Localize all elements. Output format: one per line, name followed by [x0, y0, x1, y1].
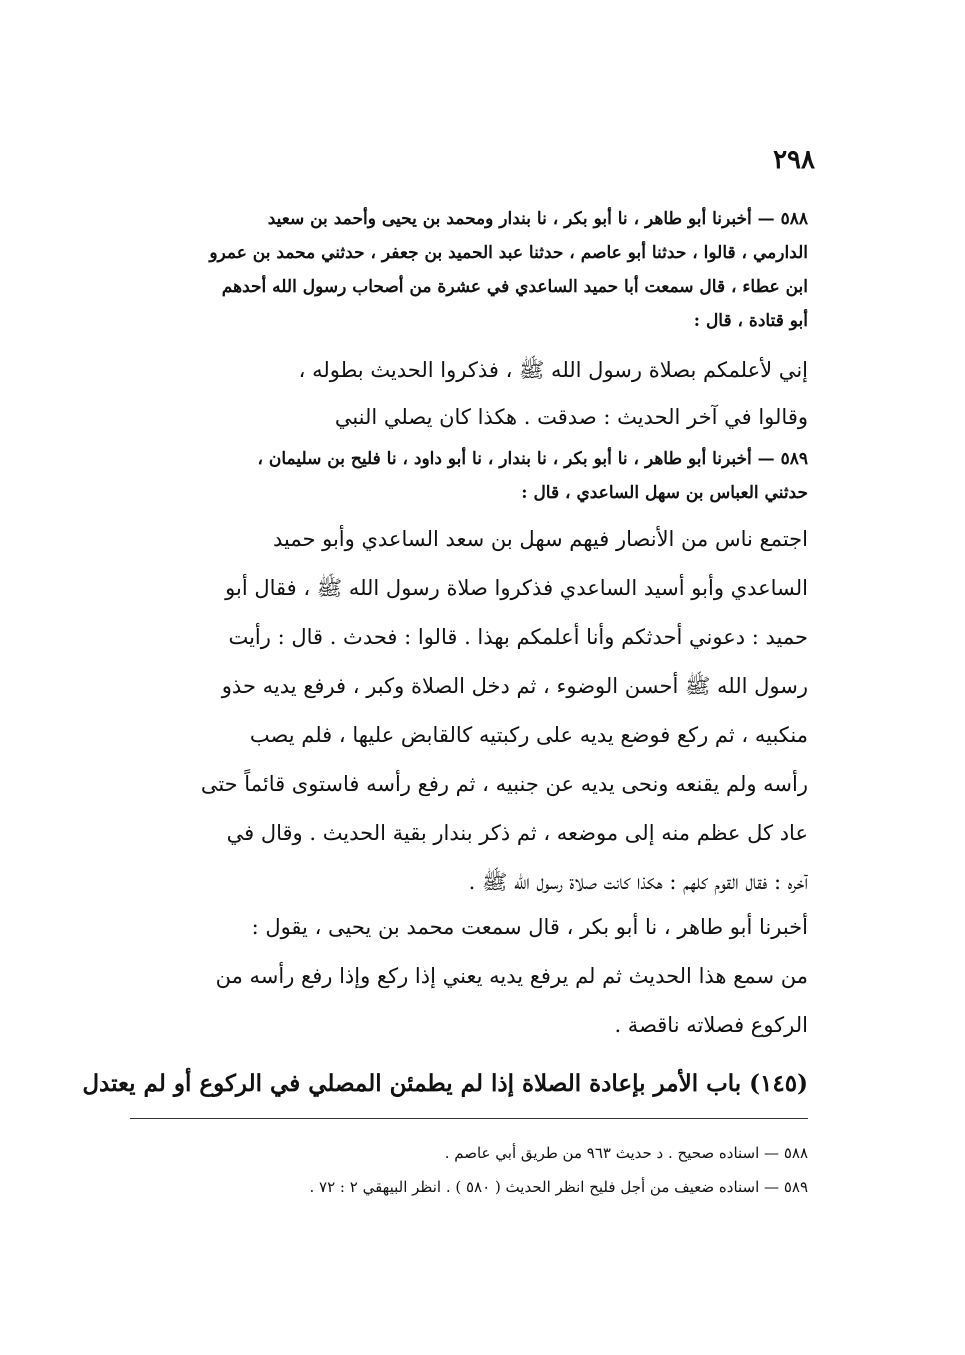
text-line: رسول الله ﷺ أحسن الوضوء ، ثم دخل الصلاة وكبر ، فرفع يديه حذو	[221, 674, 808, 698]
footnote-divider	[130, 1118, 808, 1119]
text-line: اجتمع ناس من الأنصار فيهم سهل بن سعد الساعدي وأبو حميد	[272, 527, 808, 551]
text-line: حميد : دعوني أحدثكم وأنا أعلمكم بهذا . قالوا : فحدث . قال : رأيت	[228, 625, 808, 649]
text-line: حدثني العباس بن سهل الساعدي ، قال :	[521, 483, 808, 503]
closing-report	[130, 903, 808, 1050]
text-line: عاد كل عظم منه إلى موضعه ، ثم ذكر بندار بقية الحديث . وقال في	[226, 821, 808, 845]
hadith-588-matn	[130, 346, 808, 439]
text-line: ابن عطاء ، قال سمعت أبا حميد الساعدي في عشرة من أصحاب رسول الله أحدهم	[221, 277, 808, 297]
text-line: ٥٨٩ — أخبرنا أبو طاهر ، نا أبو بكر ، نا بندار ، نا أبو داود ، نا فليح بن سليمان ،	[257, 449, 808, 469]
text-line: منكبيه ، ثم ركع فوضع يديه على ركبتيه كالقابض عليها ، فلم يصب	[249, 723, 808, 747]
text-line: إني لأعلمكم بصلاة رسول الله ﷺ ، فذكروا الحديث بطوله ،	[298, 358, 808, 382]
text-line: وقالوا في آخر الحديث : صدقت . هكذا كان يصلي النبي	[334, 405, 808, 429]
text-line: آخره : فقال القوم كلهم : هكذا كانت صلاة رسول الله ﷺ .	[468, 870, 808, 894]
text-line: الدارمي ، قالوا ، حدثنا أبو عاصم ، حدثنا عبد الحميد بن جعفر ، حدثني محمد بن عمرو	[209, 243, 808, 263]
text-line: ٥٨٨ — أخبرنا أبو طاهر ، نا أبو بكر ، نا بندار ومحمد بن يحيى وأحمد بن سعيد	[267, 209, 808, 229]
page-number: ٢٩٨	[773, 145, 815, 175]
text-line: الركوع فصلاته ناقصة .	[614, 1013, 808, 1037]
chapter-heading: (١٤٥) باب الأمر بإعادة الصلاة إذا لم يطمئن المصلي في الركوع أو لم يعتدل	[82, 1070, 808, 1097]
text-line: رأسه ولم يقنعه ونحى يديه عن جنبيه ، ثم رفع رأسه فاستوى قائماً حتى	[200, 772, 808, 796]
footnote-589: ٥٨٩ — اسناده ضعيف من أجل فليح انظر الحديث ( ٥٨٠ ) . انظر البيهقي ٢ : ٧٢ .	[309, 1178, 808, 1196]
hadith-588-isnad	[130, 202, 808, 338]
text-line: من سمع هذا الحديث ثم لم يرفع يديه يعني إذا ركع وإذا رفع رأسه من	[215, 964, 808, 988]
hadith-589-isnad	[130, 442, 808, 510]
footnote-588: ٥٨٨ — اسناده صحيح . د حديث ٩٦٣ من طريق أبي عاصم .	[444, 1144, 808, 1162]
footnotes	[130, 1136, 808, 1204]
text-line: أبو قتادة ، قال :	[693, 311, 808, 331]
text-line: الساعدي وأبو أسيد الساعدي فذكروا صلاة رسول الله ﷺ ، فقال أبو	[225, 576, 808, 600]
text-line: أخبرنا أبو طاهر ، نا أبو بكر ، قال سمعت محمد بن يحيى ، يقول :	[251, 915, 808, 939]
hadith-589-matn	[130, 515, 808, 907]
